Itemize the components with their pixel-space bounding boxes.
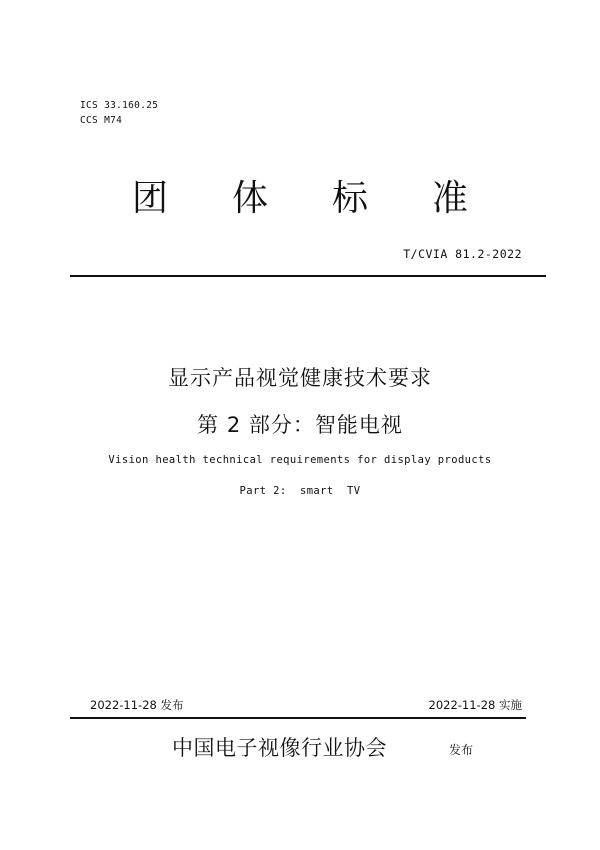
ics-code: ICS 33.160.25 bbox=[80, 100, 159, 111]
title-english-main: Vision health technical requirements for display products bbox=[108, 454, 492, 466]
issuer-name: 中国电子视像行业协会 bbox=[172, 736, 387, 760]
title-chinese-main: 显示产品视觉健康技术要求 bbox=[168, 366, 432, 390]
standard-type-char: 体 bbox=[231, 178, 268, 219]
publish-date: 2022-11-28 发布 bbox=[90, 698, 184, 712]
title-english-part: Part 2: smart TV bbox=[239, 485, 361, 497]
standard-type-char: 准 bbox=[431, 178, 468, 219]
standard-type-char: 团 bbox=[132, 178, 169, 219]
standard-type-char: 标 bbox=[331, 178, 368, 219]
bottom-divider bbox=[70, 717, 526, 719]
classification-codes bbox=[80, 98, 158, 128]
ccs-code: CCS M74 bbox=[80, 115, 123, 126]
title-chinese-part: 第 2 部分：智能电视 bbox=[197, 413, 403, 437]
standard-number: T/CVIA 81.2-2022 bbox=[403, 247, 522, 261]
standard-type-heading bbox=[60, 176, 540, 222]
top-divider bbox=[70, 275, 546, 277]
implement-date: 2022-11-28 实施 bbox=[428, 698, 522, 712]
issuer-suffix: 发布 bbox=[449, 743, 474, 757]
